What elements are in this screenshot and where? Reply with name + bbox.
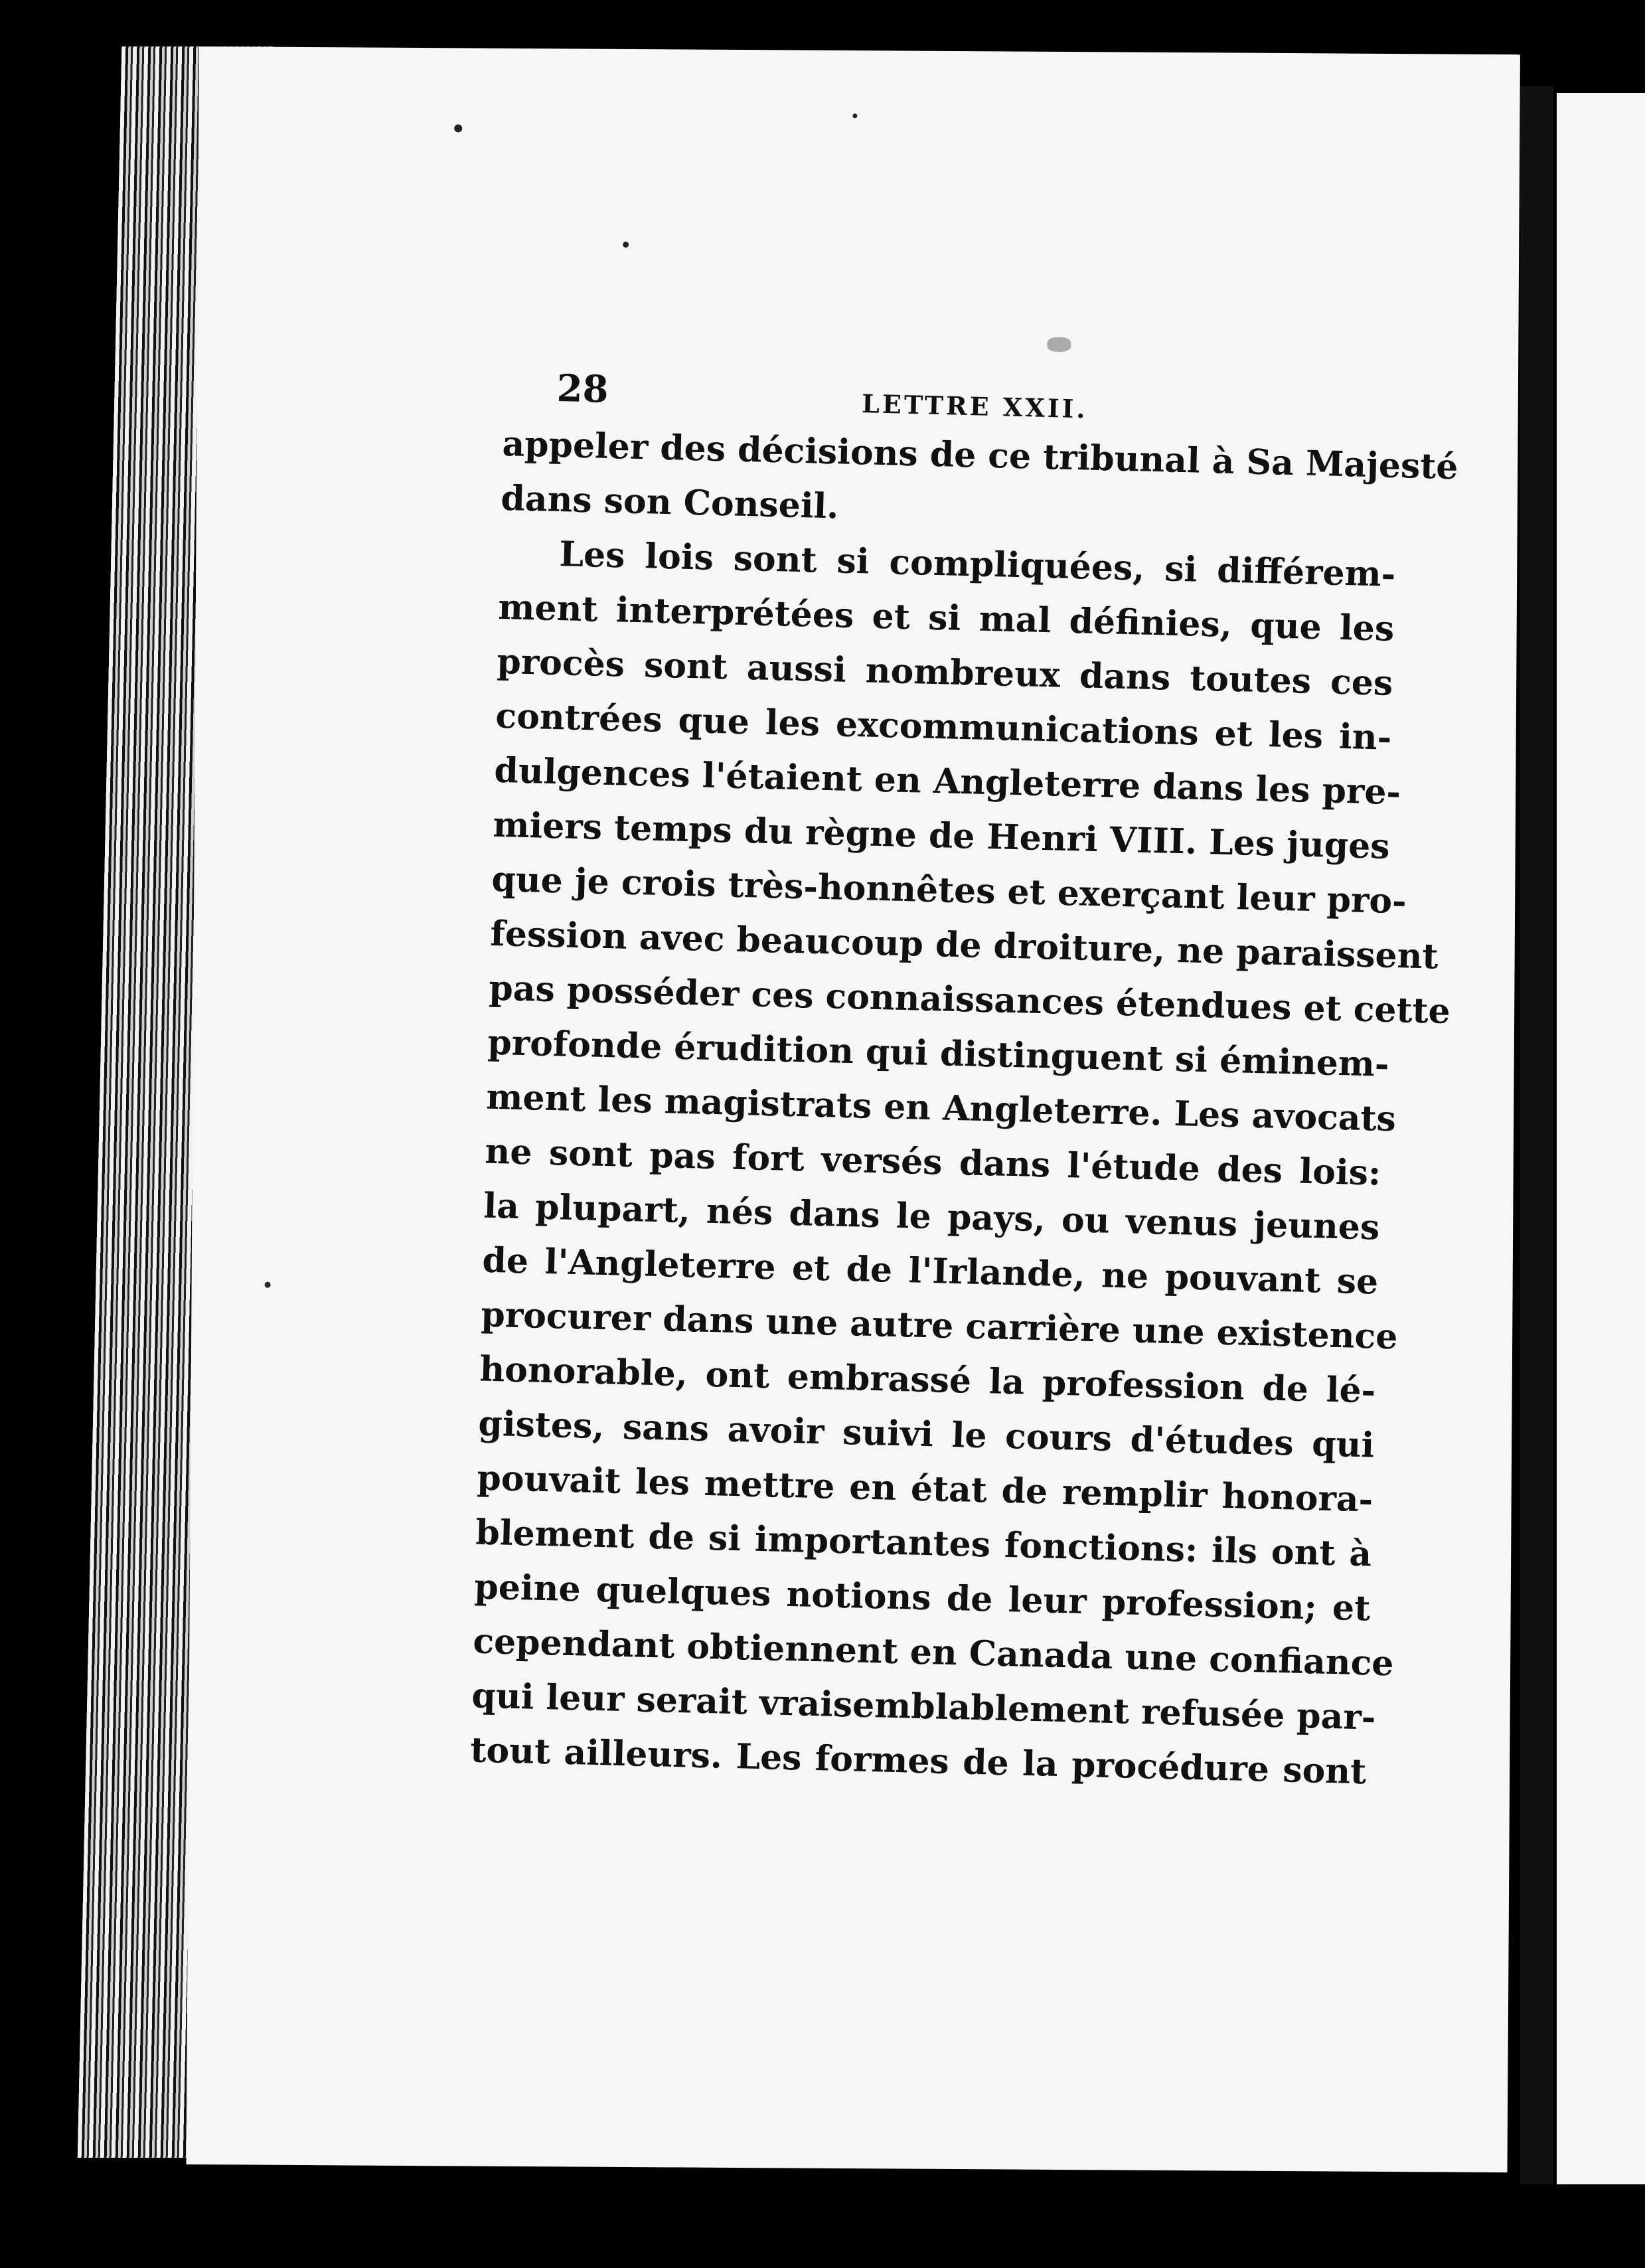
text-line: miers temps du règne de Henri VIII. Les juges xyxy=(492,804,1391,867)
text-line: pas posséder ces connaissances étendues et cette xyxy=(488,967,1451,1032)
text-line: pouvait les mettre en état de remplir honora- xyxy=(476,1457,1373,1520)
page-number: 28 xyxy=(556,366,609,412)
text-line: appeler des décisions de ce tribunal à Sa Majesté xyxy=(501,423,1459,488)
text-line: qui leur serait vraisemblablement refusée par- xyxy=(471,1675,1377,1738)
paper-speck xyxy=(623,242,629,248)
paper-speck xyxy=(265,1282,271,1288)
text-line: tout ailleurs. Les formes de la procédure sont xyxy=(469,1730,1367,1793)
text-line: ment les magistrats en Angleterre. Les avocats xyxy=(485,1076,1397,1140)
text-line: fession avec beaucoup de droiture, ne paraissent xyxy=(489,913,1439,977)
text-line: procurer dans une autre carrière une existence xyxy=(480,1294,1399,1358)
text-line: dulgences l'étaient en Angleterre dans les pre- xyxy=(493,750,1401,813)
text-line: de l'Angleterre et de l'Irlande, ne pouvant se xyxy=(481,1240,1379,1303)
text-line: contrées que les excommunications et les in- xyxy=(495,695,1392,758)
paper-speck xyxy=(852,114,857,118)
text-line: blement de si importantes fonctions: ils ont à xyxy=(475,1512,1372,1575)
running-head: LETTRE XXII. xyxy=(861,388,1089,424)
body-text xyxy=(469,417,1459,1799)
text-line: Les lois sont si compliquées, si différem- xyxy=(558,534,1396,595)
text-line: gistes, sans avoir suivi le cours d'études qui xyxy=(477,1403,1375,1466)
text-line: peine quelques notions de leur profession; et xyxy=(473,1566,1371,1629)
printed-text-block xyxy=(469,352,1459,1799)
paper-speck xyxy=(1047,337,1071,352)
text-line: profonde érudition qui distinguent si éminem- xyxy=(487,1022,1390,1085)
paper-speck xyxy=(454,124,462,132)
facing-page-sliver xyxy=(1557,93,1645,2184)
text-line: ment interprétées et si mal définies, que les xyxy=(497,586,1395,649)
text-line: la plupart, nés dans le pays, ou venus jeunes xyxy=(483,1185,1380,1248)
text-line: procès sont aussi nombreux dans toutes ces xyxy=(496,641,1393,704)
page-gutter xyxy=(1520,86,1553,2184)
text-line: dans son Conseil. xyxy=(500,477,840,527)
text-line: que je crois très-honnêtes et exerçant leur pro- xyxy=(491,858,1407,922)
text-line: ne sont pas fort versés dans l'étude des lois: xyxy=(484,1131,1381,1194)
text-line: cependant obtiennent en Canada une confiance xyxy=(472,1621,1395,1684)
text-line: honorable, ont embrassé la profession de lé- xyxy=(479,1348,1376,1412)
